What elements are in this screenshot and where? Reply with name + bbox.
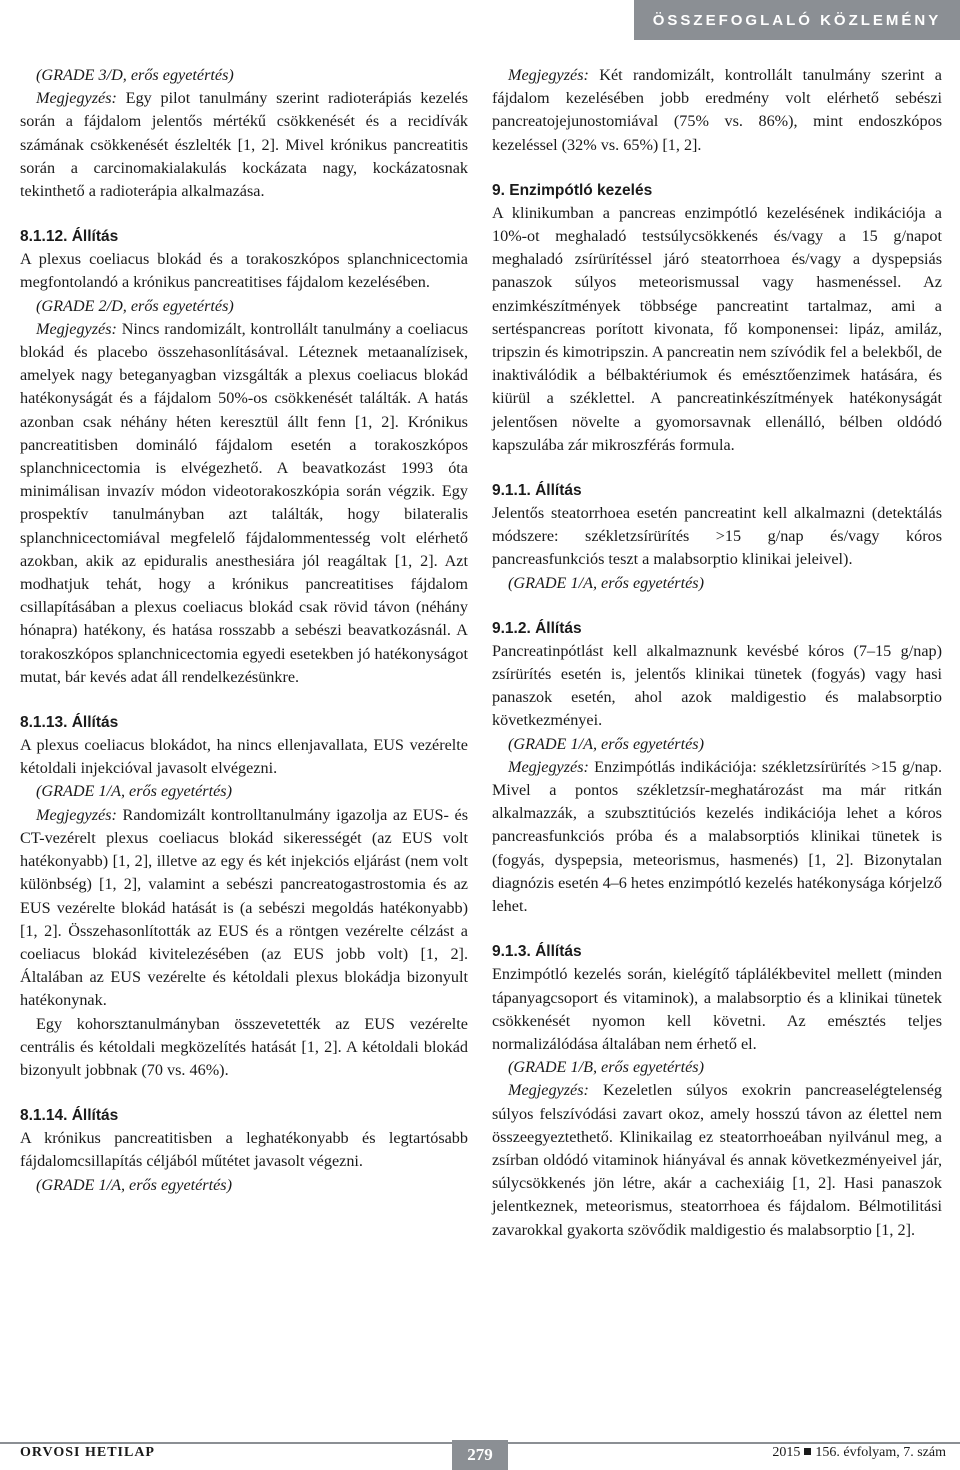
grade-label: (GRADE 1/A, erős egyetértés): [36, 1175, 232, 1194]
statement-text: Pancreatinpótlást kell alkalmaznunk kevésbé kóros (7–15 g/nap) zsírürítés esetén is, jelentős klinikai tünetek (fogyás) vagy hasi panaszok esetén, ahol azok maldigestio és malabsorptio következményei.: [492, 641, 942, 730]
statement-heading: 9.1.3. Állítás: [492, 943, 582, 961]
note-text: Nincs randomizált, kontrollált tanulmány a coeliacus blokád és placebo összehasonlításával. Léteznek metaanalízisek, amelyek nagy beteganyagban vizsgálták a plexus coeliacus blokád hatékonyságát és a fájdalom 50%-os csökkenését találták. A hatás azonban csak néhány héten keresztül állt fenn [1, 2]. Krónikus pancreatitisben domináló fájdalom esetén a torakoszkópos splanchnicectomia is elvégezhető. A beavatkozást 1993 óta minimálisan invazív módon videotorakoszkópia során végzik. Egy prospektív tanulmányban azt találták, hogy bilateralis splanchnicectomiával megfelelő fájdalommentesség volt elérhető azokban, akik az epiduralis anesthesiára jól reagáltak [1, 2]. Azt modhatjuk tehát, hogy a krónikus pancreatitises fájdalom csillapításában a plexus coeliacus blokád csak rövid távon (néhány hónapra) hatékony, és hatása rosszabb a sebészi beavatkozásnál. A torakoszkópos splanchnicectomia egyedi esetekben jó hatékonyságot mutat, bár kevés adat áll rendelkezésünkre.: [20, 319, 468, 686]
note-paragraph: [492, 1079, 942, 1241]
statement-text: A plexus coeliacus blokádot, ha nincs ellenjavallata, EUS vezérelte kétoldali injekcióval javasolt elvégezni.: [20, 736, 468, 778]
issue-volume: 156. évfolyam, 7. szám: [815, 1445, 946, 1460]
issue-year: 2015: [772, 1445, 801, 1460]
grade-label: (GRADE 2/D, erős egyetértés): [36, 296, 234, 315]
note-paragraph: [492, 64, 942, 157]
issue-info: [772, 1445, 946, 1461]
note-label: Megjegyzés:: [36, 319, 117, 338]
body-paragraph: Egy kohorsztanulmányban összevetették az EUS vezérelte centrális és kétoldali megközelítés hatását [1, 2]. A kétoldali blokád bizonyult jobbnak (70 vs. 46%).: [20, 1014, 468, 1079]
statement-text: Jelentős steatorrhoea esetén pancreatint kell alkalmazni (detektálás módszere: székletzsírürítés >15 g/nap és/vagy kóros pancreasfunkciós teszt a malabsorptio klinikai jeleivel).: [492, 504, 942, 569]
note-label: Megjegyzés:: [508, 1081, 589, 1100]
statement-text: A krónikus pancreatitisben a leghatékonyabb és legtartósabb fájdalomcsillapítás céljából műtétet javasolt végezni.: [20, 1129, 468, 1171]
note-label: Megjegyzés:: [36, 89, 117, 108]
statement-text: Enzimpótló kezelés során, kielégítő táplálékbevitel mellett (minden tápanyagcsoport és vitaminok), a malabsorptio és a klinikai tünetek csökkenését nyomon kell követni. Az emésztés teljes normalizálódása általában nem érhető el.: [492, 965, 942, 1053]
left-column: [20, 64, 468, 1197]
header-bar: [0, 0, 960, 40]
section-text: A klinikumban a pancreas enzimpótló kezelésének indikációja a 10%-ot meghaladó testsúlycsökkenés és/vagy a 15 g/napot meghaladó zsírürítéssel járó steatorrhoea és/vagy a dyspepsiás panaszok súlyos meteorismussal vagy hasmenéssel. Az enzimkészítmények többsége pancreatint tartalmaz, ami a sertéspancreas porított kivonata, fő komponensei: lipáz, amiláz, tripszin és kimotripszin. A pancreatin nem szívódik fel a belekből, de inaktiválódik a bélbaktériumok és emésztőenzimek hatására, és kiürül a széklettel. A pancreatinkészítmények hatékonyságát jelentősen növelte a gyomorsavnak ellenálló, bélben oldódó kapszulába zár mikroszférás formula.: [492, 203, 942, 454]
note-label: Megjegyzés:: [508, 66, 589, 84]
page-number: 279: [452, 1440, 508, 1470]
note-text: Két randomizált, kontrollált tanulmány szerint a fájdalom kezelésében jobb eredmény volt elérhető sebészi pancreatojejunostomiával (75% vs. 86%), mint endoszkópos kezeléssel (32% vs. 65%) [1, 2].: [492, 66, 942, 154]
statement-heading: 8.1.14. Állítás: [20, 1107, 119, 1125]
grade-label: (GRADE 1/A, erős egyetértés): [508, 573, 704, 592]
statement-text: A plexus coeliacus blokád és a torakoszkópos splanchnicectomia megfontolandó a krónikus pancreatitises fájdalom kezelésében.: [20, 250, 468, 292]
journal-name: ORVOSI HETILAP: [20, 1445, 155, 1460]
note-paragraph: [492, 756, 942, 918]
section-label: ÖSSZEFOGLALÓ KÖZLEMÉNY: [634, 0, 960, 40]
grade-label: (GRADE 1/A, erős egyetértés): [36, 782, 232, 801]
note-text: Kezeletlen súlyos exokrin pancreaselégtelenség súlyos felszívódási zavart okoz, amely hosszú távon az élettel nem összeegyeztethető. Klinikailag ez steatorrhoeában nyilvánul meg, a zsírban oldódó vitaminok hiányával és annak következményeivel jár, súlycsökkenés jön létre, akár a cachexiáig [1, 2]. Hasi panaszok jelentkeznek, meteorismus, steatorrhoea és fájdalom. Bélmotilitási zavarokkal gyakorta szövődik maldigestio és malabsorptio [1, 2].: [492, 1081, 942, 1239]
right-column: [492, 64, 942, 1242]
statement-heading: 9.1.1. Állítás: [492, 482, 582, 500]
section-heading: 9. Enzimpótló kezelés: [492, 181, 653, 199]
separator-square-icon: [804, 1448, 811, 1455]
statement-heading: 9.1.2. Állítás: [492, 619, 582, 637]
grade-label: (GRADE 1/A, erős egyetértés): [508, 734, 704, 753]
note-paragraph: [20, 87, 468, 203]
note-paragraph: [20, 804, 468, 1013]
note-text: Enzimpótlás indikációja: székletzsírürítés >15 g/nap. Mivel a pontos székletzsír-meghatározást ma már ritkán alkalmazzák, a szubsztitúciós kezelés indikációja lehet a kóros pancreasfunkciós próba és a malabsorptiós klinikai tünetek is (fogyás, dyspepsia, meteorismus, hasmenés) [1, 2]. Bizonytalan diagnózis esetén 4–6 hetes enzimpótló kezelés hatékonysága kórjelző lehet.: [492, 757, 942, 916]
statement-heading: 8.1.12. Állítás: [20, 228, 119, 246]
grade-label: (GRADE 3/D, erős egyetértés): [36, 66, 234, 84]
note-text: Egy pilot tanulmány szerint radioterápiás kezelés során a fájdalom jelentős mértékű csökkenését és a recidívák számának csökkenését észlelték [1, 2]. Mivel krónikus pancreatitis során a carcinomakialakulás kockázata nagy, kockázatosnak tekinthető a radioterápia alkalmazása.: [20, 89, 468, 201]
note-text: Randomizált kontrolltanulmány igazolja az EUS- és CT-vezérelt plexus coeliacus blokád sikerességét (az EUS volt hatékonyabb) [1, 2], illetve az egy és két injekciós eljárást (nem volt különbség) [1, 2], valamint a sebészi pancreatogastrostomia és az EUS vezérelte blokád hatását is (a sebészi megoldás hatékonyabb) [1, 2]. Összehasonlították az EUS és a röntgen vezérelte célzást a coeliacus blokád kivitelezésében (az EUS jobb volt) [1, 2]. Általában az EUS vezérelte és kétoldali plexus blokádja bizonyult hatékonynak.: [20, 805, 468, 1010]
statement-heading: 8.1.13. Állítás: [20, 714, 119, 732]
note-label: Megjegyzés:: [36, 805, 117, 824]
note-label: Megjegyzés:: [508, 757, 589, 776]
note-paragraph: [20, 318, 468, 689]
grade-label: (GRADE 1/B, erős egyetértés): [508, 1058, 704, 1077]
